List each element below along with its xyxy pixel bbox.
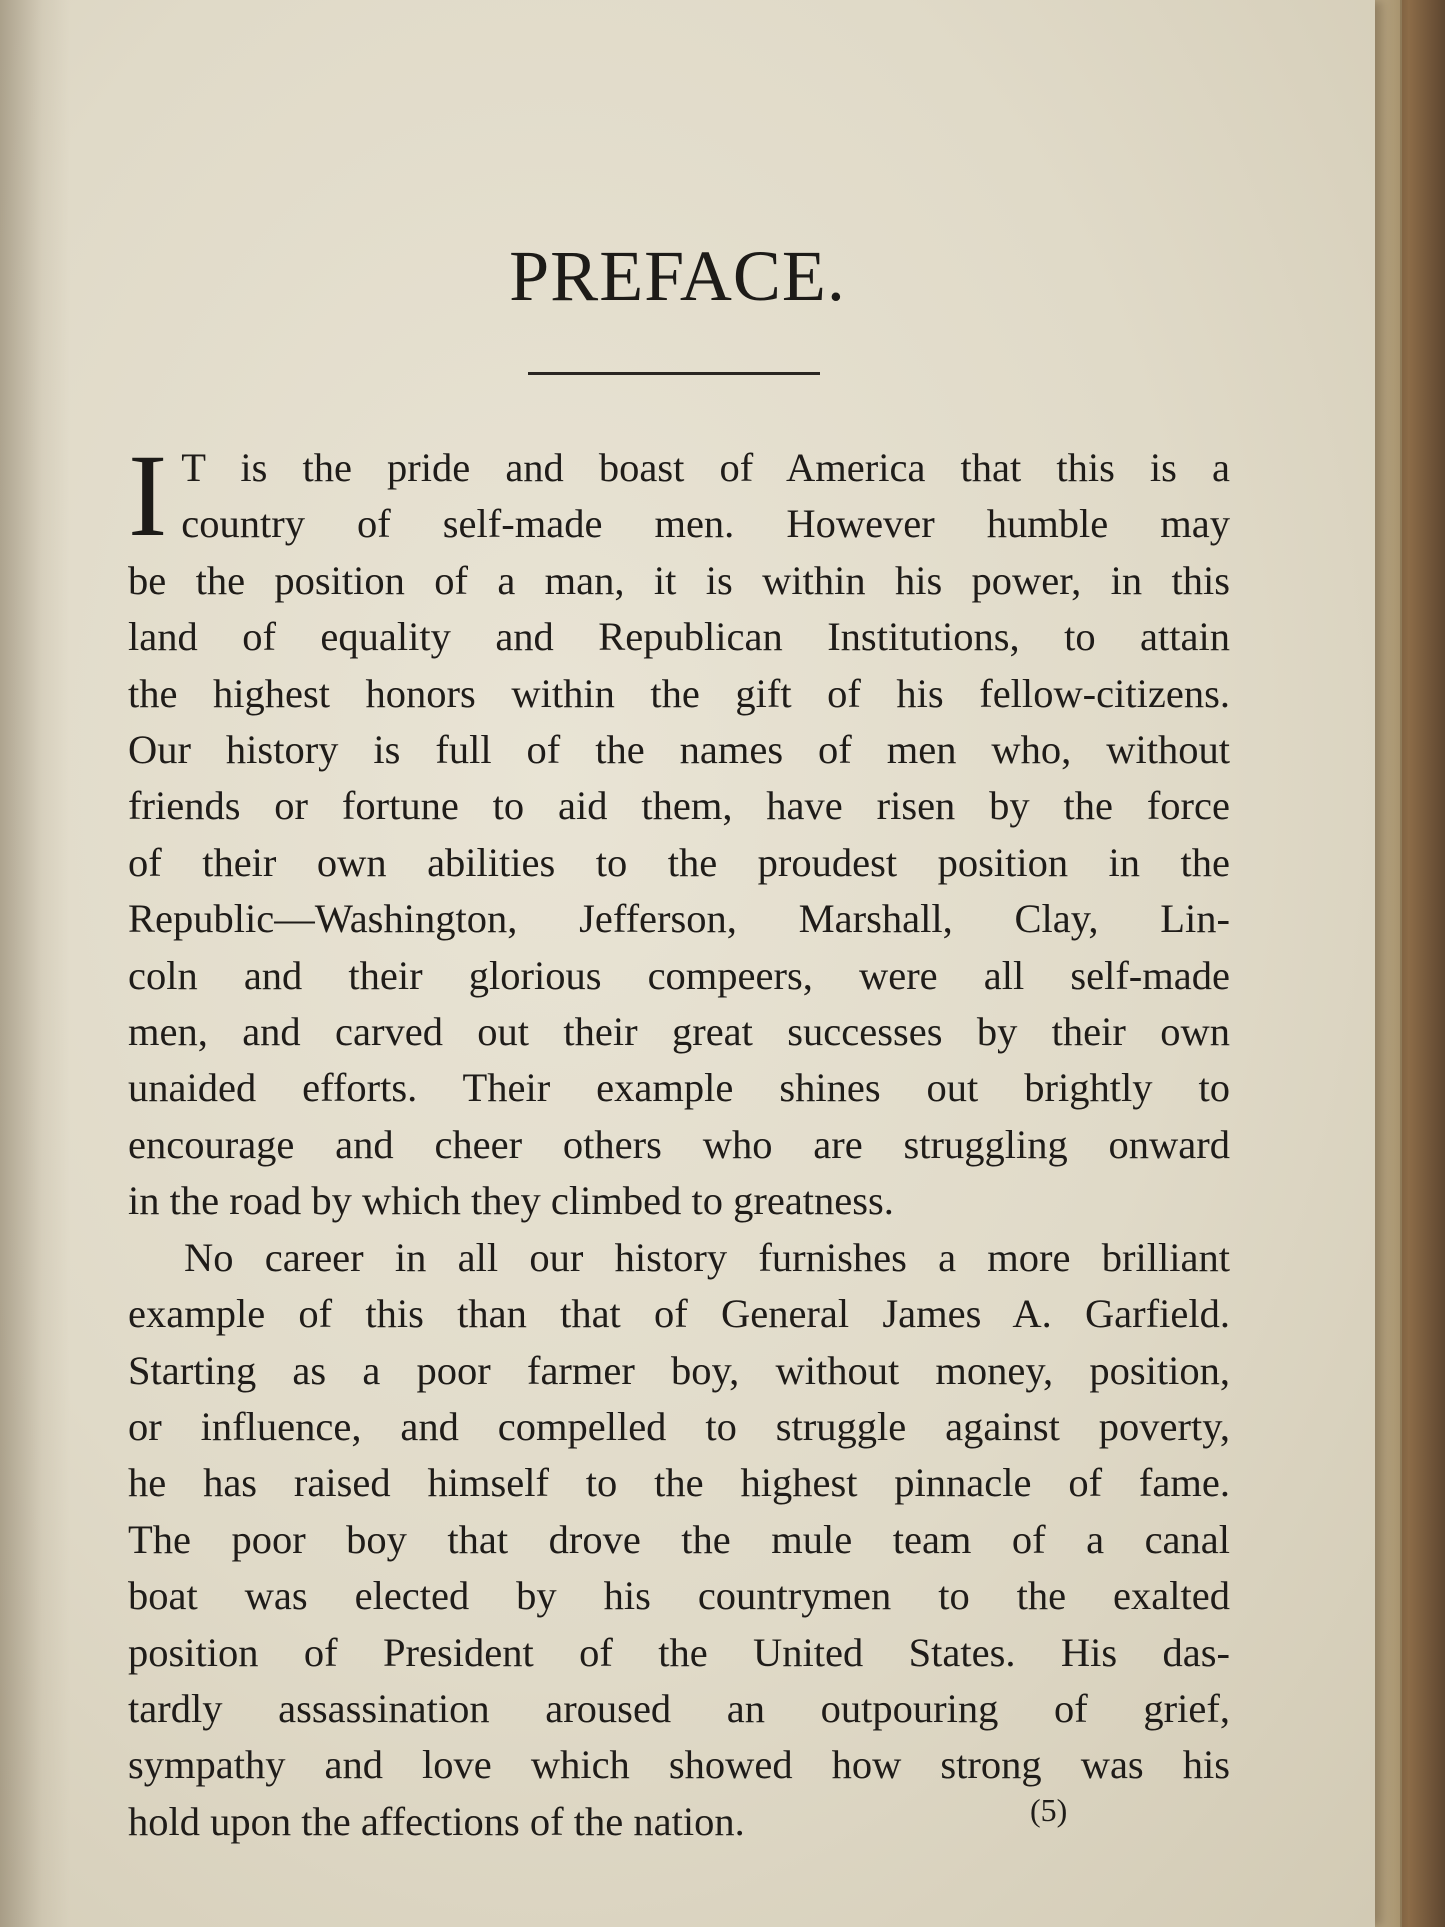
text-line: land of equality and Republican Institutions, to attain	[128, 614, 1230, 660]
text-line: The poor boy that drove the mule team of a canal	[128, 1516, 1230, 1562]
text-line: the highest honors within the gift of his fellow-citizens.	[128, 670, 1230, 716]
text-line: sympathy and love which showed how strong was his	[128, 1742, 1230, 1788]
title-rule	[528, 372, 820, 375]
text-line: he has raised himself to the highest pinnacle of fame.	[128, 1460, 1230, 1506]
text-line: friends or fortune to aid them, have risen by the force	[128, 783, 1230, 829]
text-line: T is the pride and boast of America that this is a	[181, 445, 1230, 490]
text-line: No career in all our history furnishes a more brilliant	[184, 1234, 1230, 1280]
text-line: in the road by which they climbed to greatness.	[128, 1178, 894, 1224]
text-line: tardly assassination aroused an outpouring of grief,	[128, 1685, 1230, 1731]
text-line: of their own abilities to the proudest position in the	[128, 839, 1230, 885]
page-number: (5)	[1030, 1792, 1068, 1828]
drop-cap: I	[128, 430, 168, 561]
page-title: PREFACE.	[509, 236, 846, 316]
text-line: position of President of the United States. His das-	[128, 1629, 1230, 1675]
text-line: Starting as a poor farmer boy, without money, position,	[128, 1347, 1230, 1393]
text-line: coln and their glorious compeers, were all self-made	[128, 952, 1230, 998]
text-line: or influence, and compelled to struggle against poverty,	[128, 1403, 1230, 1449]
text-line: boat was elected by his countrymen to the exalted	[128, 1573, 1230, 1619]
paragraph-2	[128, 1230, 1230, 1850]
text-line: encourage and cheer others who are struggling onward	[128, 1121, 1230, 1167]
text-line: unaided efforts. Their example shines out brightly to	[128, 1065, 1230, 1111]
text-line: men, and carved out their great successes by their own	[128, 1009, 1230, 1055]
text-line: Republic—Washington, Jefferson, Marshall, Clay, Lin-	[128, 896, 1230, 942]
preface-body	[128, 430, 1230, 1850]
text-line: be the position of a man, it is within his power, in this	[128, 557, 1230, 603]
paragraph-1	[128, 430, 1230, 1230]
text-line: hold upon the affections of the nation.	[128, 1798, 745, 1844]
text-line: example of this than that of General James A. Garfield.	[128, 1291, 1230, 1337]
text-line: country of self-made men. However humble may	[181, 501, 1230, 547]
text-line: Our history is full of the names of men who, without	[128, 727, 1230, 773]
